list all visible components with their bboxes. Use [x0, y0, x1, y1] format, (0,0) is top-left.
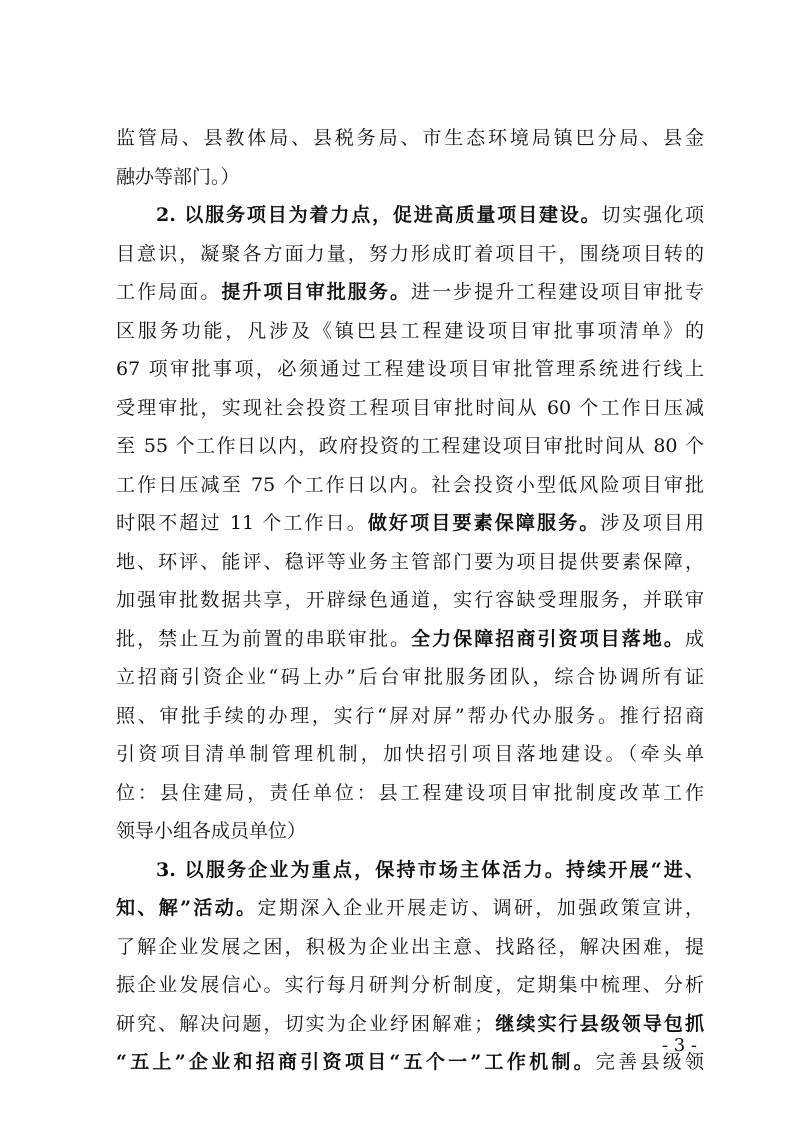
text-line [116, 511, 704, 535]
body-text: 定期深入企业开展走访、调研，加强政策宣讲， [257, 897, 704, 919]
text-line [116, 1050, 704, 1074]
body-text: 了解企业发展之困，积极为企业出主意、找路径，解决困难，提 [116, 935, 704, 958]
text-line [116, 819, 704, 843]
bold-text: 2. 以服务项目为着力点，促进高质量项目建设。 [156, 204, 602, 226]
text-line [116, 473, 704, 497]
body-text: 成 [684, 627, 704, 650]
text-line [116, 165, 704, 189]
text-line [116, 665, 704, 689]
bold-text: 继续实行县级领导包抓 [493, 1012, 704, 1035]
text-line [116, 319, 704, 343]
text-line [116, 242, 704, 266]
body-text: 区服务功能，凡涉及《镇巴县工程建设项目审批事项清单》的 [116, 319, 704, 342]
text-line [116, 1012, 704, 1036]
body-text: 研究、解决问题，切实为企业纾困解难； [116, 1012, 494, 1035]
body-text: 加强审批数据共享，开辟绿色通道，实行容缺受理服务，并联审 [116, 589, 704, 611]
body-text: 至 55 个工作日以内，政府投资的工程建设项目审批时间从 80 个 [116, 435, 704, 457]
text-line [116, 396, 704, 420]
body-text: 立招商引资企业“码上办”后台审批服务团队，综合协调所有证 [116, 666, 704, 688]
text-line [116, 704, 704, 728]
body-text: 引资项目清单制管理机制，加快招引项目落地建设。（牵头单 [116, 743, 704, 765]
text-line [116, 550, 704, 574]
bold-text: “五上”企业和招商引资项目“五个一”工作机制。 [116, 1051, 596, 1073]
body-text: 位：县住建局，责任单位：县工程建设项目审批制度改革工作 [116, 781, 704, 804]
body-text: 领导小组各成员单位） [116, 820, 307, 842]
text-line [116, 357, 704, 381]
body-text: 涉及项目用 [600, 512, 704, 534]
bold-text: 做好项目要素保障服务。 [367, 512, 601, 534]
text-line [116, 588, 704, 612]
text-line [116, 627, 704, 651]
body-text: 工作日压减至 75 个工作日以内。社会投资小型低风险项目审批 [116, 473, 704, 496]
text-line [116, 280, 704, 304]
text-line [156, 203, 704, 227]
body-text: 时限不超过 11 个工作日。 [116, 512, 368, 534]
text-line [116, 781, 704, 805]
body-text: 振企业发展信心。实行每月研判分析制度，定期集中梳理、分析 [116, 974, 704, 996]
body-text: 照、审批手续的办理，实行“屏对屏”帮办代办服务。推行招商 [116, 704, 704, 727]
body-text: 批，禁止互为前置的串联审批。 [116, 627, 412, 650]
bold-text: 全力保障招商引资项目落地。 [411, 627, 685, 650]
body-text: 地、环评、能评、稳评等业务主管部门要为项目提供要素保障， [116, 550, 704, 573]
page-number: - 3 - [661, 1035, 697, 1056]
text-line [116, 126, 704, 150]
body-text: 工作局面。 [116, 281, 222, 303]
body-text: 监管局、县教体局、县税务局、市生态环境局镇巴分局、县金 [116, 127, 704, 149]
text-line [156, 858, 704, 882]
body-text: 67 项审批事项，必须通过工程建设项目审批管理系统进行线上 [116, 358, 704, 380]
body-text: 进一步提升工程建设项目审批专 [411, 281, 704, 303]
text-line [116, 935, 704, 959]
body-text: 切实强化项 [601, 204, 704, 226]
text-line [116, 434, 704, 458]
body-text: 融办等部门。） [116, 165, 240, 188]
body-text: 目意识，凝聚各方面力量，努力形成盯着项目干，围绕项目转的 [116, 242, 704, 265]
text-line [116, 896, 704, 920]
text-line [116, 742, 704, 766]
bold-text: 提升项目审批服务。 [221, 281, 412, 303]
body-text: 受理审批，实现社会投资工程项目审批时间从 60 个工作日压减 [116, 396, 704, 419]
bold-text: 3. 以服务企业为重点，保持市场主体活力。持续开展“进、 [156, 858, 704, 881]
body-text: 完善县级领 [595, 1051, 704, 1073]
text-line [116, 973, 704, 997]
bold-text: 知、解”活动。 [116, 897, 258, 919]
